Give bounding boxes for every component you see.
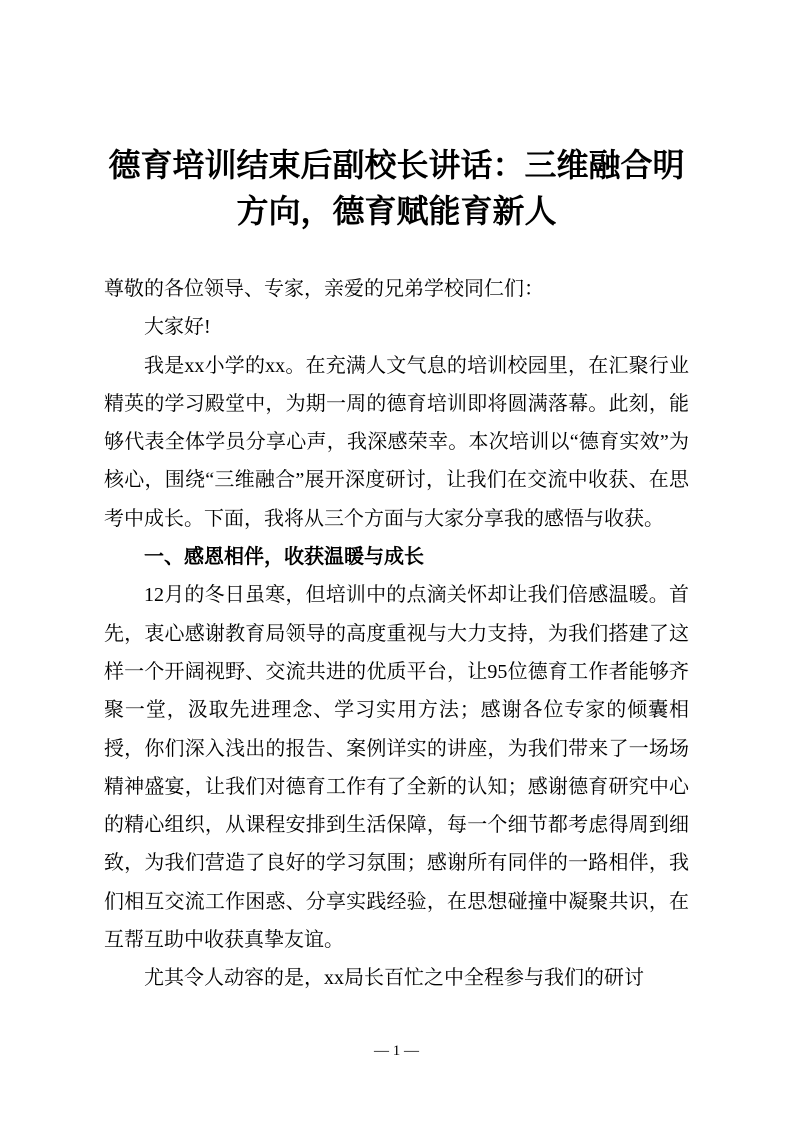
section-heading-1: 一、感恩相伴，收获温暖与成长 bbox=[144, 546, 424, 569]
page-number: — 1 — bbox=[374, 1043, 419, 1059]
greeting-line: 大家好! bbox=[144, 316, 211, 339]
document-body bbox=[0, 234, 793, 998]
document-title: 德育培训结束后副校长讲话：三维融合明方向，德育赋能育新人 bbox=[108, 147, 685, 229]
gratitude-paragraph: 12月的冬日虽寒，但培训中的点滴关怀却让我们倍感温暖。首先，衷心感谢教育局领导的高度重视与大力支持，为我们搭建了这样一个开阔视野、交流共进的优质平台，让95位德育工作者能够齐聚一堂，汲取先进理念、学习实用方法；感谢各位专家的倾囊相授，你们深入浅出的报告、案例详实的讲座，为我们带来了一场场精神盛宴，让我们对德育工作有了全新的认知；感谢德育研究中心的精心组织，从课程安排到生活保障，每一个细节都考虑得周到细致，为我们营造了良好的学习氛围；感谢所有同伴的一路相伴，我们相互交流工作困惑、分享实践经验，在思想碰撞中凝聚共识，在互帮互助中收获真挚友谊。 bbox=[104, 584, 689, 952]
closing-paragraph: 尤其令人动容的是，xx局长百忙之中全程参与我们的研讨 bbox=[144, 967, 644, 990]
intro-paragraph: 我是xx小学的xx。在充满人文气息的培训校园里，在汇聚行业精英的学习殿堂中，为期一周的德育培训即将圆满落幕。此刻，能够代表全体学员分享心声，我深感荣幸。本次培训以“德育实效”为核心，围绕“三维融合”展开深度研讨，让我们在交流中收获、在思考中成长。下面，我将从三个方面与大家分享我的感悟与收获。 bbox=[104, 354, 689, 530]
salutation-line: 尊敬的各位领导、专家，亲爱的兄弟学校同仁们： bbox=[104, 278, 544, 300]
